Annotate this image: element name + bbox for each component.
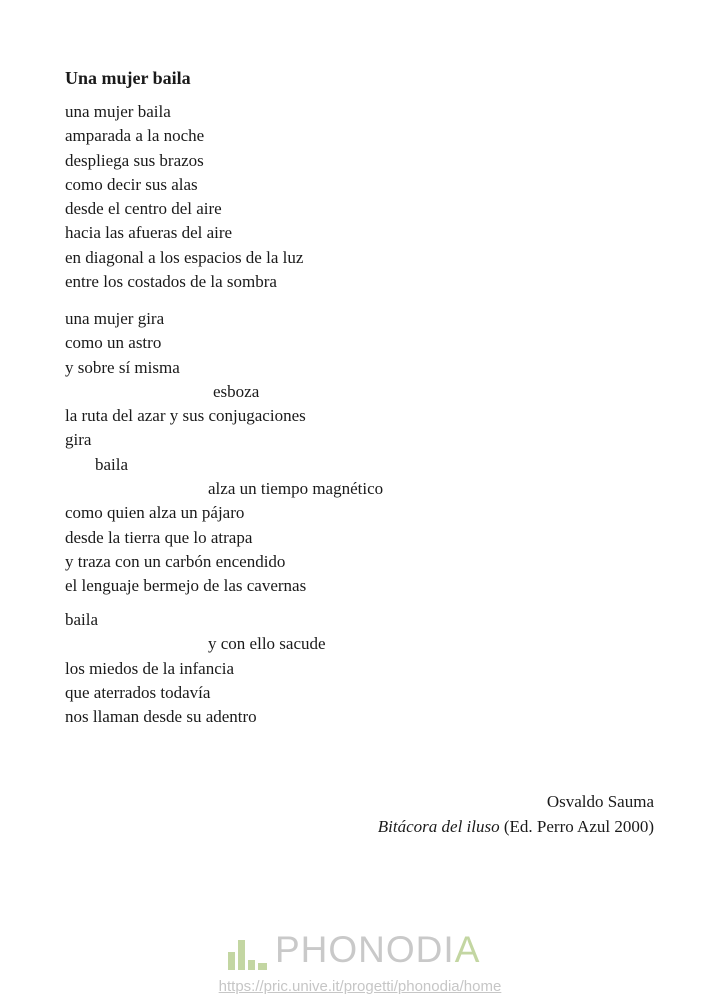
poem-line: gira	[65, 430, 92, 450]
poem-line: una mujer gira	[65, 309, 165, 328]
publication-info: (Ed. Perro Azul 2000)	[499, 816, 654, 836]
poem-line: como un astro	[65, 333, 162, 353]
poem-line: nos llaman desde su adentro	[65, 707, 257, 727]
poem-line: la ruta del azar y sus conjugaciones	[65, 406, 306, 426]
poem-line: baila	[95, 454, 129, 474]
bar-chart-logo-icon	[228, 932, 267, 970]
poem-title: Una mujer baila	[65, 68, 191, 88]
phonodia-logo	[228, 926, 480, 970]
footer-url-link[interactable]: https://pric.unive.it/progetti/phonodia/home	[218, 978, 502, 995]
poem-line: despliega sus brazos	[65, 150, 204, 170]
poem-line: los miedos de la infancia	[65, 658, 235, 678]
logo-text-main: PHONODI	[275, 929, 455, 970]
logo-wordmark	[275, 930, 480, 970]
poem-line: como quien alza un pájaro	[65, 503, 245, 523]
poem-stanza-1	[65, 100, 303, 294]
poem-stanza-3	[65, 608, 326, 729]
logo-text-accent: A	[454, 929, 481, 970]
author-name: Osvaldo Sauma	[546, 792, 654, 811]
poem-line: desde la tierra que lo atrapa	[65, 527, 253, 547]
poem-line: y traza con un carbón encendido	[65, 551, 286, 571]
book-title: Bitácora del iluso	[377, 816, 500, 836]
poem-line: alza un tiempo magnético	[208, 479, 384, 499]
poem-line: el lenguaje bermejo de las cavernas	[65, 576, 307, 596]
poem-stanza-2	[65, 307, 383, 599]
source-citation	[378, 815, 654, 840]
poem-line: baila	[65, 610, 99, 629]
poem-line: en diagonal a los espacios de la luz	[65, 247, 304, 267]
poem-line: y con ello sacude	[208, 634, 326, 654]
poem-line: amparada a la noche	[65, 126, 205, 146]
poem-line: que aterrados todavía	[65, 682, 211, 702]
poem-line: y sobre sí misma	[65, 357, 180, 377]
poem-line: entre los costados de la sombra	[65, 272, 277, 292]
poem-line: hacia las afueras del aire	[65, 223, 233, 243]
poem-line: una mujer baila	[65, 102, 171, 121]
poem-line: desde el centro del aire	[65, 199, 222, 219]
attribution	[378, 790, 654, 839]
poem-line: como decir sus alas	[65, 174, 198, 194]
poem-line: esboza	[213, 381, 260, 401]
